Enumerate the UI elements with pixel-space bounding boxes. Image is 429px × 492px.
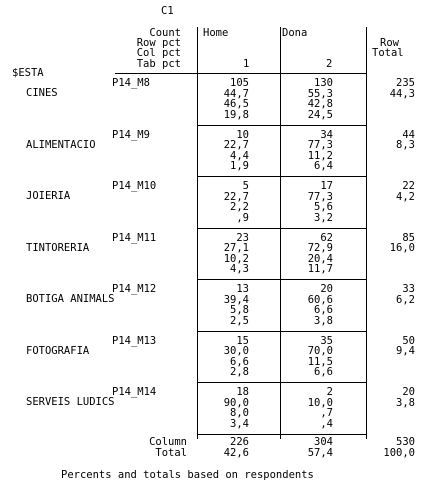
column-header-home: Home [203, 27, 229, 39]
cell-home: 5 [242, 180, 249, 192]
cell-border-vertical [197, 126, 198, 178]
cell-border-vertical [280, 332, 281, 384]
cell-row-total-pct: 16,0 [389, 242, 415, 254]
row-label: BOTIGA ANIMALS [26, 293, 115, 305]
row-label: JOIERIA [26, 190, 71, 202]
column-total-dona-count: 304 [314, 436, 333, 448]
cell-border-vertical [366, 126, 367, 178]
cell-home: 90,0 [223, 396, 249, 409]
cell-home: 15 [236, 334, 249, 347]
column-total-home-count: 226 [230, 436, 249, 448]
cell-row-total-count: 85 [402, 231, 415, 244]
cell-border-vertical [280, 229, 281, 281]
cell-row-total-pct: 4,2 [396, 190, 415, 203]
row-code: P14_M9 [112, 128, 150, 141]
cell-row-total-count: 22 [402, 180, 415, 192]
row-variable-label: $ESTA [12, 67, 44, 79]
cell-dona: 17 [320, 180, 333, 192]
cell-dona: ,4 [320, 417, 333, 430]
cell-home: 2,8 [230, 366, 249, 378]
cell-dona: 77,3 [307, 190, 333, 203]
cell-dona: 34 [320, 128, 333, 141]
row-label: TINTORERIA [26, 241, 90, 254]
column-code-1: 1 [243, 58, 250, 70]
cell-dona: 42,8 [307, 98, 333, 110]
cell-home: 22,7 [223, 190, 249, 203]
cell-row-total-count: 50 [402, 334, 415, 347]
row-total-header-1: Row [380, 37, 399, 49]
row-code: P14_M10 [112, 180, 157, 192]
cell-dona: 6,6 [314, 366, 333, 378]
cell-border-vertical [197, 74, 198, 126]
cell-dona: 11,5 [307, 355, 333, 368]
cell-home: 13 [236, 283, 249, 295]
column-code-2: 2 [326, 58, 333, 70]
header-divider-right [366, 27, 367, 75]
cell-home: 4,3 [230, 263, 249, 275]
cell-border-horizontal [197, 176, 367, 177]
cell-border-vertical [280, 383, 281, 435]
column-header-dona: Dona [282, 27, 308, 39]
cell-dona: 3,2 [314, 211, 333, 224]
cell-home: 19,8 [223, 108, 249, 121]
cell-row-total-pct: 9,4 [396, 345, 415, 357]
grand-total-count: 530 [396, 436, 415, 448]
cell-border-horizontal [197, 125, 367, 126]
header-rule [115, 73, 367, 74]
cell-dona: 130 [314, 77, 333, 89]
cell-home: 22,7 [223, 139, 249, 151]
cell-home: 27,1 [223, 242, 249, 254]
cell-border-horizontal [197, 331, 367, 332]
cell-dona: ,7 [320, 407, 333, 419]
cell-border-vertical [197, 229, 198, 281]
cell-border-vertical [366, 280, 367, 332]
cell-dona: 60,6 [307, 293, 333, 306]
cell-home: 10,2 [223, 252, 249, 265]
row-code: P14_M12 [112, 283, 157, 295]
cell-home: 30,0 [223, 345, 249, 357]
row-label: CINES [26, 87, 58, 99]
cell-home: 105 [230, 77, 249, 89]
stat-label-tab-pct: Tab pct [136, 58, 181, 70]
cell-home: 23 [236, 231, 249, 244]
cell-home: 2,5 [230, 314, 249, 327]
row-label: FOTOGRAFIA [26, 344, 90, 357]
cell-dona: 72,9 [307, 242, 333, 254]
cell-row-total-count: 20 [402, 386, 415, 398]
cell-border-vertical [197, 383, 198, 435]
cell-dona: 77,3 [307, 139, 333, 151]
cell-home: 3,4 [230, 417, 249, 430]
cell-row-total-count: 235 [396, 77, 415, 89]
cell-dona: 70,0 [307, 345, 333, 357]
column-total-dona-pct: 57,4 [307, 447, 333, 459]
cell-home: 44,7 [223, 87, 249, 100]
row-code: P14_M13 [112, 334, 157, 347]
cell-home: 1,9 [230, 160, 249, 172]
cell-border-vertical [366, 74, 367, 126]
cell-border-vertical [280, 177, 281, 229]
cell-border-vertical [197, 177, 198, 229]
cell-dona: 6,6 [314, 304, 333, 316]
cell-row-total-pct: 8,3 [396, 139, 415, 151]
cell-border-horizontal [197, 279, 367, 280]
row-code: P14_M14 [112, 386, 157, 398]
row-total-header-2: Total [372, 47, 404, 59]
stat-label-count: Count [149, 27, 181, 39]
cell-dona: 35 [320, 334, 333, 347]
stat-label-row-pct: Row pct [136, 37, 181, 49]
cell-border-horizontal [197, 228, 367, 229]
cell-home: 8,0 [230, 407, 249, 419]
cell-border-horizontal [197, 434, 367, 435]
row-code: P14_M11 [112, 231, 157, 244]
cell-dona: 5,6 [314, 201, 333, 213]
cell-border-vertical [366, 177, 367, 229]
cell-home: ,9 [236, 211, 249, 224]
cell-dona: 10,0 [307, 396, 333, 409]
cell-home: 4,4 [230, 149, 249, 162]
cell-dona: 20,4 [307, 252, 333, 265]
cell-border-vertical [197, 280, 198, 332]
cell-home: 2,2 [230, 201, 249, 213]
stat-label-col-pct: Col pct [136, 47, 181, 59]
cell-dona: 62 [320, 231, 333, 244]
column-total-label-2: Total [155, 447, 187, 459]
row-label: ALIMENTACIO [26, 138, 96, 151]
cell-row-total-count: 33 [402, 283, 415, 295]
cell-row-total-count: 44 [402, 128, 415, 141]
header-divider-left [197, 27, 198, 75]
cell-row-total-pct: 44,3 [389, 87, 415, 100]
cell-home: 18 [236, 386, 249, 398]
row-label: SERVEIS LUDICS [26, 396, 115, 408]
cell-dona: 20 [320, 283, 333, 295]
footnote: Percents and totals based on respondents [61, 469, 314, 481]
cell-border-vertical [197, 332, 198, 384]
column-total-home-pct: 42,6 [223, 447, 249, 459]
cell-dona: 11,2 [307, 149, 333, 162]
cell-home: 10 [236, 128, 249, 141]
cell-border-vertical [280, 280, 281, 332]
cell-row-total-pct: 6,2 [396, 293, 415, 306]
cell-dona: 2 [326, 386, 333, 398]
cell-row-total-pct: 3,8 [396, 396, 415, 409]
cell-border-vertical [280, 74, 281, 126]
cell-border-horizontal [197, 382, 367, 383]
table-title: C1 [161, 5, 174, 17]
cell-dona: 55,3 [307, 87, 333, 100]
cell-home: 39,4 [223, 293, 249, 306]
cell-home: 5,8 [230, 304, 249, 316]
cell-border-vertical [366, 332, 367, 384]
cell-dona: 6,4 [314, 160, 333, 172]
header-divider-mid [280, 27, 281, 75]
cell-dona: 24,5 [307, 108, 333, 121]
cell-dona: 3,8 [314, 314, 333, 327]
cell-home: 6,6 [230, 355, 249, 368]
cell-home: 46,5 [223, 98, 249, 110]
cell-border-vertical [366, 229, 367, 281]
cell-dona: 11,7 [307, 263, 333, 275]
row-code: P14_M8 [112, 77, 150, 89]
cell-border-vertical [280, 126, 281, 178]
column-total-label-1: Column [149, 436, 187, 448]
grand-total-pct: 100,0 [383, 447, 415, 459]
cell-border-vertical [366, 383, 367, 435]
